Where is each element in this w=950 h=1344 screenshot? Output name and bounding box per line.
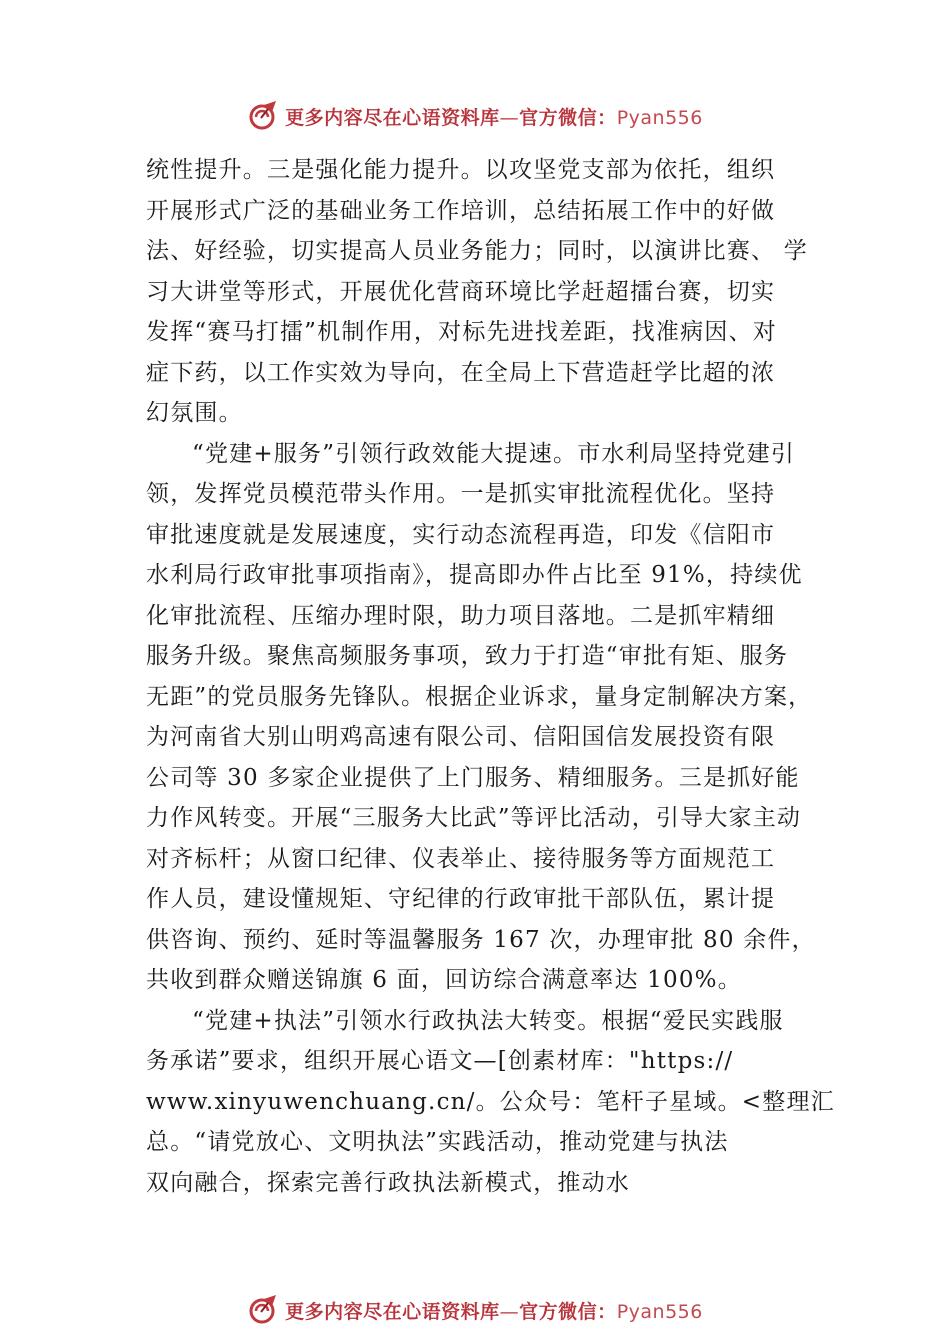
text-line: 水利局行政审批事项指南》，提高即办件占比至 91%，持续优 bbox=[146, 562, 803, 588]
text-line: 开展形式广泛的基础业务工作培训，总结拓展工作中的好做 bbox=[146, 197, 776, 224]
text-line: 总。“请党放心、文明执法”实践活动，推动党建与执法 bbox=[146, 1129, 729, 1155]
banner-separator: — bbox=[499, 106, 520, 129]
text-line: www.xinyuwenchuang.cn/。公众号：笔杆子星域。<整理汇 bbox=[146, 1088, 835, 1115]
text-line: 作人员，建设懂规矩、守纪律的行政审批干部队伍，累计提 bbox=[146, 886, 776, 912]
pen-logo-icon bbox=[247, 1293, 281, 1327]
text-line: 双向融合，探索完善行政执法新模式，推动水 bbox=[146, 1169, 630, 1196]
text-line: 供咨询、预约、延时等温馨服务 167 次，办理审批 80 余件， bbox=[146, 926, 816, 953]
banner-main: 更多内容尽在心语资料库 bbox=[285, 1300, 500, 1323]
text-line: 习大讲堂等形式，开展优化营商环境比学赶超擂台赛，切实 bbox=[146, 278, 776, 305]
text-line: 幻氛围。 bbox=[146, 400, 243, 426]
pen-logo-icon bbox=[247, 99, 281, 133]
footer-banner bbox=[0, 1290, 950, 1330]
text-line: 务承诺”要求，组织开展心语文—[创素材库："https:// bbox=[146, 1048, 734, 1074]
text-line: “党建+执法”引领水行政执法大转变。根据“爱民实践服 bbox=[192, 1007, 784, 1034]
banner-separator: — bbox=[499, 1300, 520, 1323]
text-line: 无距”的党员服务先锋队。根据企业诉求，量身定制解决方案， bbox=[146, 683, 813, 710]
header-banner bbox=[0, 96, 950, 136]
banner-text bbox=[285, 1297, 703, 1324]
banner-wechat-label: 官方微信： bbox=[519, 1300, 617, 1323]
text-line: 法、好经验，切实提高人员业务能力；同时，以演讲比赛、 学 bbox=[146, 238, 808, 264]
banner-wechat-label: 官方微信： bbox=[519, 106, 617, 129]
banner-wechat-id: Pyan556 bbox=[616, 1300, 703, 1323]
text-line: 为河南省大别山明鸡高速有限公司、信阳国信发展投资有限 bbox=[146, 724, 776, 750]
text-line: 症下药，以工作实效为导向，在全局上下营造赶学比超的浓 bbox=[146, 359, 776, 386]
text-line: 统性提升。三是强化能力提升。以攻坚党支部为依托，组织 bbox=[146, 157, 776, 183]
text-line: 化审批流程、压缩办理时限，助力项目落地。二是抓牢精细 bbox=[146, 602, 776, 629]
text-line: 共收到群众赠送锦旗 6 面，回访综合满意率达 100%。 bbox=[146, 967, 742, 993]
text-line: 发挥“赛马打擂”机制作用，对标先进找差距，找准病因、对 bbox=[146, 319, 777, 345]
text-line: 力作风转变。开展“三服务大比武”等评比活动，引导大家主动 bbox=[146, 805, 802, 831]
text-line: 公司等 30 多家企业提供了上门服务、精细服务。三是抓好能 bbox=[146, 764, 800, 791]
text-line: 服务升级。聚焦高频服务事项，致力于打造“审批有矩、服务 bbox=[146, 643, 789, 669]
banner-text bbox=[285, 103, 703, 130]
text-line: 审批速度就是发展速度，实行动态流程再造，印发《信阳市 bbox=[146, 521, 776, 548]
text-line: “党建+服务”引领行政效能大提速。市水利局坚持党建引 bbox=[192, 440, 795, 467]
text-line: 对齐标杆；从窗口纪律、仪表举止、接待服务等方面规范工 bbox=[146, 845, 776, 872]
banner-main: 更多内容尽在心语资料库 bbox=[285, 106, 500, 129]
document-body bbox=[146, 150, 835, 1203]
banner-wechat-id: Pyan556 bbox=[616, 106, 703, 129]
text-line: 领，发挥党员模范带头作用。一是抓实审批流程优化。坚持 bbox=[146, 481, 776, 507]
